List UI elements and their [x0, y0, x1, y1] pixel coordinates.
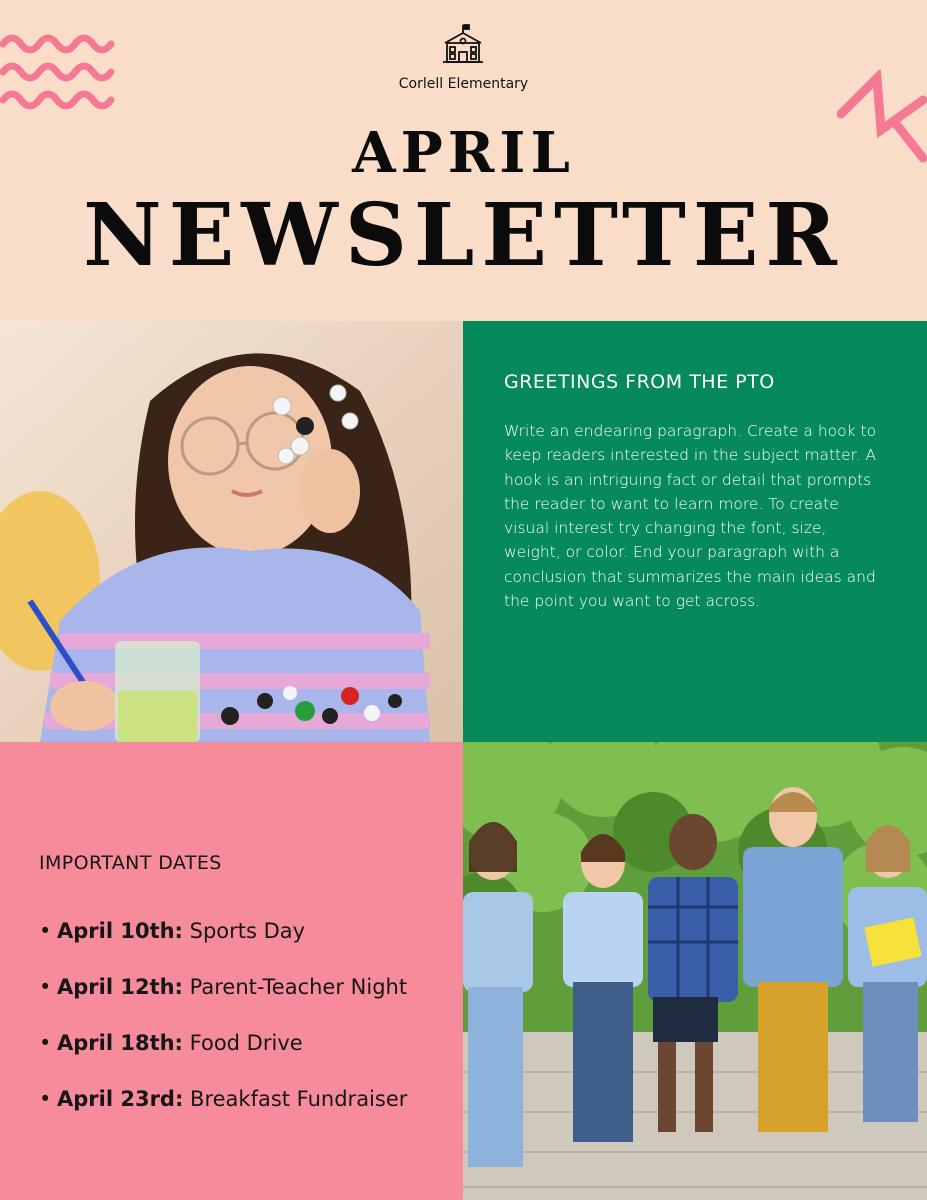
wave-decoration [0, 30, 115, 115]
event-label: Breakfast Fundraiser [183, 1087, 408, 1111]
dates-heading: IMPORTANT DATES [39, 852, 222, 874]
photo-girl-science [0, 321, 463, 742]
important-dates-section [0, 742, 463, 1200]
date-label: April 12th: [57, 975, 183, 999]
bullet: • [39, 1031, 52, 1055]
bullet: • [39, 1087, 52, 1111]
greeting-body: Write an endearing paragraph. Create a hook to keep readers interested in the subject matter. A hook is an intriguing fact or detail that prompts the reader to want to learn more. To create visual interest try changing the font, size, weight, or color. End your paragraph with a conclusion that summarizes the main ideas and the point you want to get across. [504, 422, 877, 611]
bullet: • [39, 975, 52, 999]
title-newsletter: NEWSLETTER [83, 185, 844, 286]
title-month: APRIL [352, 120, 575, 186]
event-label: Parent-Teacher Night [182, 975, 408, 999]
event-label: Food Drive [182, 1031, 303, 1055]
event-label: Sports Day [182, 919, 306, 943]
list-item [39, 1084, 443, 1140]
list-item [39, 972, 443, 1028]
school-name: Corlell Elementary [398, 76, 529, 92]
date-label: April 10th: [57, 919, 183, 943]
bullet: • [39, 919, 52, 943]
date-label: April 23rd: [57, 1087, 184, 1111]
list-item [39, 1028, 443, 1084]
greeting-heading: GREETINGS FROM THE PTO [504, 371, 775, 393]
header [0, 0, 927, 321]
dates-list [39, 916, 443, 1140]
photo-children-walking [463, 742, 927, 1200]
greeting-section [463, 321, 927, 742]
date-label: April 18th: [57, 1031, 183, 1055]
list-item [39, 916, 443, 972]
school-building-icon [441, 23, 485, 67]
